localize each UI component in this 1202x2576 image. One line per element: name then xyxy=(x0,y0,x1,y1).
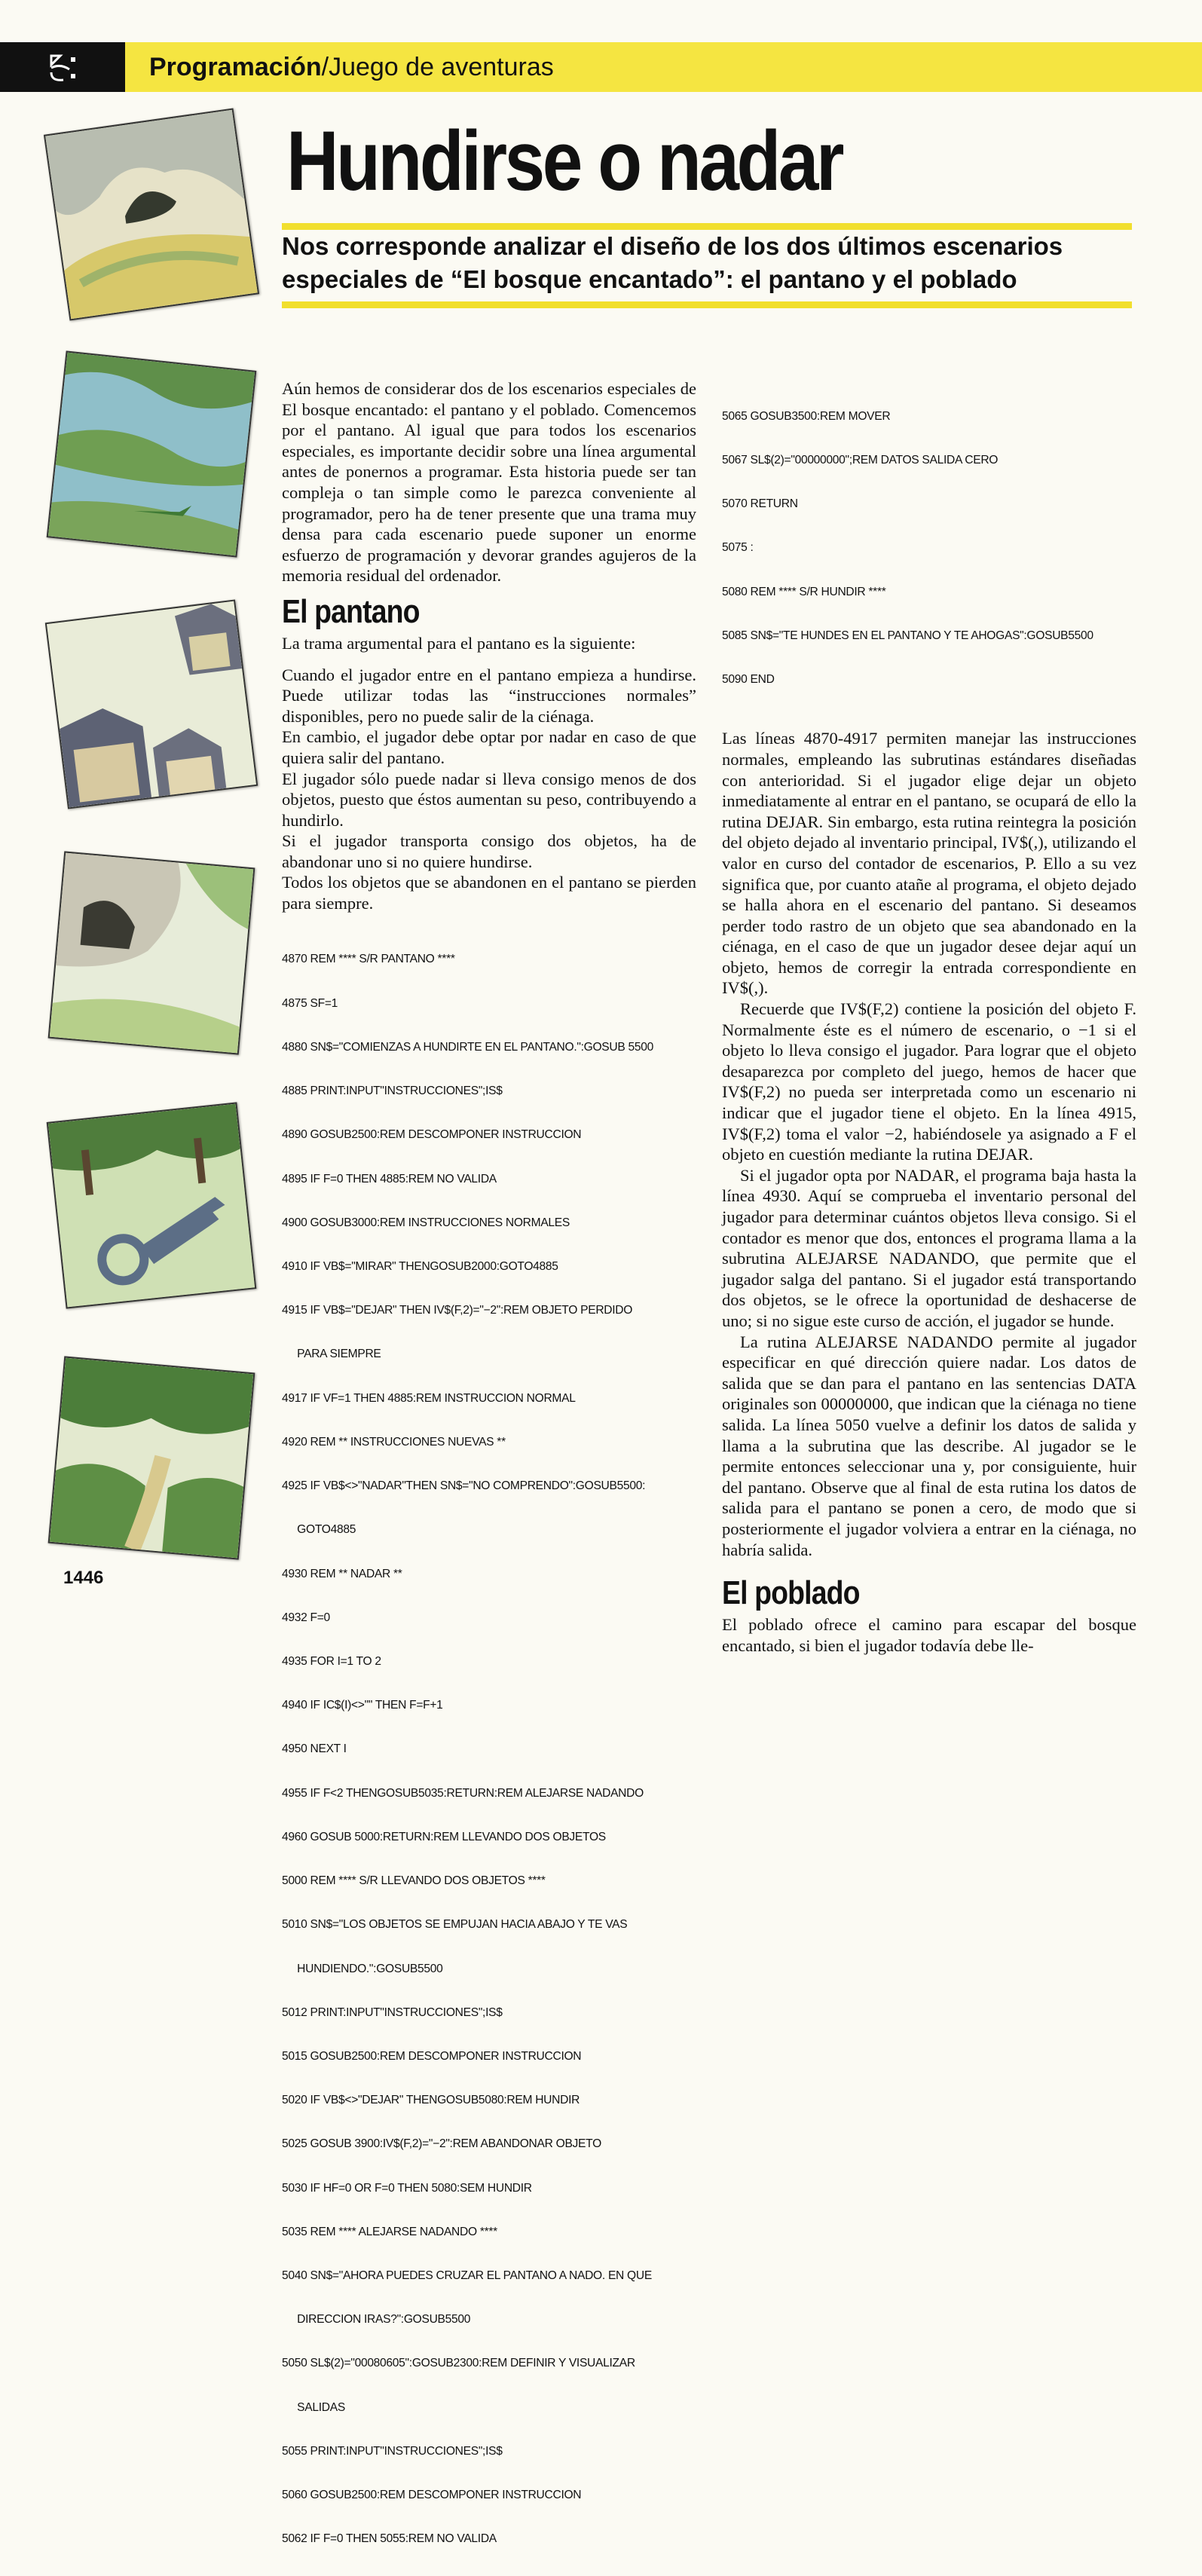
right-paragraph-3: Si el jugador opta por NADAR, el programa baja hasta la línea 4930. Aquí se comprueba el inventario personal del jugador para determinar cuántos objetos lleva consigo. Si el contador es menor que dos, entonces el programa llama a la subrutina ALEJARSE NADANDO, que permite que el jugador salga del pantano. Si el jugador está transportando dos objetos, se le ofrece la oportunidad de deshacerse de uno; si no sigue este curso de acción, el jugador se hunde. xyxy=(722,1165,1136,1330)
code-line: 5055 PRINT:INPUT"INSTRUCCIONES";IS$ xyxy=(282,2444,503,2458)
code-line: DIRECCION IRAS?":GOSUB5500 xyxy=(282,2313,471,2327)
code-line: 4932 F=0 xyxy=(282,1611,330,1624)
pantano-paragraph-1: La trama argumental para el pantano es la siguiente: xyxy=(282,633,636,653)
code-line: 4940 IF IC$(I)<>"" THEN F=F+1 xyxy=(282,1699,443,1712)
code-line: 4900 GOSUB3000:REM INSTRUCCIONES NORMALES xyxy=(282,1216,570,1229)
code-line: 4920 REM ** INSTRUCCIONES NUEVAS ** xyxy=(282,1435,506,1449)
pantano-paragraph-5: Si el jugador transporta consigo dos objetos, ha de abandonar uno si no quiere hundirse. xyxy=(282,831,696,871)
intro-paragraph: Aún hemos de considerar dos de los escenarios especiales de El bosque encantado: el pantano y el poblado. Comencemos por el pantano. Al igual que para todos los escenarios especiales, es importante decidir sobre una línea argumental antes de ponernos a programar. Esta historia puede ser tan compleja o tan simple como le parezca conveniente al programador, pero ha de tener presente que una trama muy densa para cada escenario puede suponer un enorme esfuerzo de programación y devorar grandes agujeros de la memoria residual del ordenador. xyxy=(282,379,696,586)
code-line: 5025 GOSUB 3900:IV$(F,2)="−2":REM ABANDONAR OBJETO xyxy=(282,2137,601,2151)
page-title: Hundirse o nadar xyxy=(286,114,843,208)
code-line: HUNDIENDO.":GOSUB5500 xyxy=(282,1962,443,1975)
code-line: 4910 IF VB$="MIRAR" THENGOSUB2000:GOTO4885 xyxy=(282,1260,558,1273)
pantano-paragraph-3: En cambio, el jugador debe optar por nadar en caso de que quiera salir del pantano. xyxy=(282,727,696,767)
illustration-cave xyxy=(44,109,259,321)
code-line: 5040 SN$="AHORA PUEDES CRUZAR EL PANTANO A NADO. EN QUE xyxy=(282,2269,652,2283)
code-line: 4930 REM ** NADAR ** xyxy=(282,1567,402,1580)
code-line: 5010 SN$="LOS OBJETOS SE EMPUJAN HACIA ABAJO Y TE VAS xyxy=(282,1918,628,1932)
code-line: 4925 IF VB$<>"NADAR"THEN SN$="NO COMPRENDO":GOSUB5500: xyxy=(282,1479,646,1493)
code-line: 4935 FOR I=1 TO 2 xyxy=(282,1654,381,1668)
code-line: SALIDAS xyxy=(282,2400,345,2414)
section-tab xyxy=(0,42,125,92)
code-listing-right xyxy=(722,380,1136,716)
illustration-swamp xyxy=(47,350,257,557)
right-paragraph-4: La rutina ALEJARSE NADANDO permite al jugador especificar en qué dirección quiere nadar. Los datos de salida que se dan para el pantano en las sentencias DATA originales son 00000000, que indican que la ciénaga no tiene salida. La línea 5050 vuelve a definir los datos de salida y llama a la subrutina que las describe. Al jugador se le permite entonces seleccionar una y, por consiguiente, huir del pantano. Observe que al final de esta rutina los datos de salida para el pantano se ponen a cero, de modo que si posteriormente el jugador volviera a entrar en la ciénaga, no habría salida. xyxy=(722,1332,1136,1559)
code-line: PARA SIEMPRE xyxy=(282,1348,381,1361)
code-line: 4890 GOSUB2500:REM DESCOMPONER INSTRUCCION xyxy=(282,1128,582,1142)
section-topic: /Juego de aventuras xyxy=(321,53,554,81)
heading-poblado: El poblado xyxy=(722,1574,860,1612)
code-line: 5035 REM **** ALEJARSE NADANDO **** xyxy=(282,2225,497,2238)
pantano-paragraph-2: Cuando el jugador entre en el pantano empieza a hundirse. Puede utilizar todas las “instrucciones normales” disponibles, pero no puede salir de la ciénaga. xyxy=(282,665,696,726)
code-line: 4915 IF VB$="DEJAR" THEN IV$(F,2)="−2":REM OBJETO PERDIDO xyxy=(282,1304,633,1317)
code-line: 4880 SN$="COMIENZAS A HUNDIRTE EN EL PANTANO.":GOSUB 5500 xyxy=(282,1040,653,1054)
code-line: 4870 REM **** S/R PANTANO **** xyxy=(282,953,455,966)
illustration-cave-entrance xyxy=(48,851,255,1054)
section-header xyxy=(149,50,554,84)
code-line: 5000 REM **** S/R LLEVANDO DOS OBJETOS **** xyxy=(282,1874,546,1888)
code-line: 5012 PRINT:INPUT"INSTRUCCIONES";IS$ xyxy=(282,2005,503,2019)
heading-pantano: El pantano xyxy=(282,592,420,630)
right-paragraph-1: Las líneas 4870-4917 permiten manejar las instrucciones normales, empleando las subrutinas estándares diseñadas con anterioridad. Si el jugador elige dejar un objeto inmediatamente al entrar en el pantano, se ocupará de ello la rutina DEJAR. Sin embargo, esta rutina reintegra la posición del objeto dejado al inventario principal, IV$(,), utilizando el valor en curso del contador de escenarios, P. Ello a su vez significa que, por cuanto atañe al programa, el objeto dejado se halla ahora en el escenario del pantano. Si deseamos perder todo rastro de un objeto que sea abandonado en la ciénaga, en el caso de que un jugador desee dejar aquí un objeto, hemos de corregir la entrada correspondiente en IV$(,). xyxy=(722,729,1136,998)
code-line: 4895 IF F=0 THEN 4885:REM NO VALIDA xyxy=(282,1172,497,1186)
right-paragraph-2: Recuerde que IV$(F,2) contiene la posición del objeto F. Normalmente éste es el número de escenario, o −1 si el objeto lo lleva consigo el jugador. Para lograr que el objeto desaparezca por completo del juego, hemos de hacer que IV$(F,2) no pueda ser interpretada como un escenario ni indicar que el jugador tiene el objeto. En la línea 4915, IV$(F,2) toma el valor −2, habiéndosele ya asignado a F el objeto en cuestión mediante la rutina DEJAR. xyxy=(722,999,1136,1164)
code-line: GOTO4885 xyxy=(282,1523,356,1537)
code-line: 5065 GOSUB3500:REM MOVER xyxy=(722,409,891,423)
section-logo-icon xyxy=(47,50,80,84)
code-line: 4875 SF=1 xyxy=(282,996,338,1010)
code-line: 5085 SN$="TE HUNDES EN EL PANTANO Y TE AHOGAS":GOSUB5500 xyxy=(722,629,1093,642)
subtitle-rule-top xyxy=(282,223,1132,230)
code-line: 5080 REM **** S/R HUNDIR **** xyxy=(722,585,886,598)
poblado-paragraph: El poblado ofrece el camino para escapar del bosque encantado, si bien el jugador todavía debe lle- xyxy=(722,1615,1136,1655)
code-line: 4960 GOSUB 5000:RETURN:REM LLEVANDO DOS OBJETOS xyxy=(282,1830,606,1843)
code-line: 5070 RETURN xyxy=(722,497,798,511)
code-line: 5050 SL$(2)="00080605":GOSUB2300:REM DEFINIR Y VISUALIZAR xyxy=(282,2357,635,2370)
code-line: 4950 NEXT I xyxy=(282,1742,347,1756)
subtitle-rule-bottom xyxy=(282,301,1132,308)
page-number: 1446 xyxy=(63,1568,104,1588)
left-column xyxy=(282,378,696,2576)
code-line: 5020 IF VB$<>"DEJAR" THENGOSUB5080:REM HUNDIR xyxy=(282,2094,580,2107)
code-line: 4917 IF VF=1 THEN 4885:REM INSTRUCCION NORMAL xyxy=(282,1391,576,1405)
code-line: 5090 END xyxy=(722,673,775,687)
pantano-paragraph-4: El jugador sólo puede nadar si lleva consigo menos de dos objetos, puesto que éstos aumentan su peso, contribuyendo a hundirlo. xyxy=(282,769,696,830)
code-line: 5075 : xyxy=(722,541,754,555)
right-column xyxy=(722,380,1136,1656)
illustration-forest-key xyxy=(47,1102,257,1308)
illustration-forest-path xyxy=(48,1356,255,1559)
subtitle: Nos corresponde analizar el diseño de los dos últimos escenarios especiales de “El bosque encantado”: el pantano y el poblado xyxy=(282,232,1063,293)
section-name: Programación xyxy=(149,53,322,81)
illustration-village xyxy=(45,599,258,809)
code-line: 4885 PRINT:INPUT"INSTRUCCIONES";IS$ xyxy=(282,1085,503,1098)
code-listing-left xyxy=(282,923,696,2576)
code-line: 5067 SL$(2)="00000000";REM DATOS SALIDA CERO xyxy=(722,454,999,467)
code-line: 5062 IF F=0 THEN 5055:REM NO VALIDA xyxy=(282,2532,497,2546)
pantano-paragraph-6: Todos los objetos que se abandonen en el pantano se pierden para siempre. xyxy=(282,873,696,913)
code-line: 5015 GOSUB2500:REM DESCOMPONER INSTRUCCION xyxy=(282,2049,582,2063)
code-line: 5060 GOSUB2500:REM DESCOMPONER INSTRUCCION xyxy=(282,2489,582,2502)
code-line: 5030 IF HF=0 OR F=0 THEN 5080:SEM HUNDIR xyxy=(282,2181,532,2195)
code-line: 4955 IF F<2 THENGOSUB5035:RETURN:REM ALEJARSE NADANDO xyxy=(282,1786,644,1800)
